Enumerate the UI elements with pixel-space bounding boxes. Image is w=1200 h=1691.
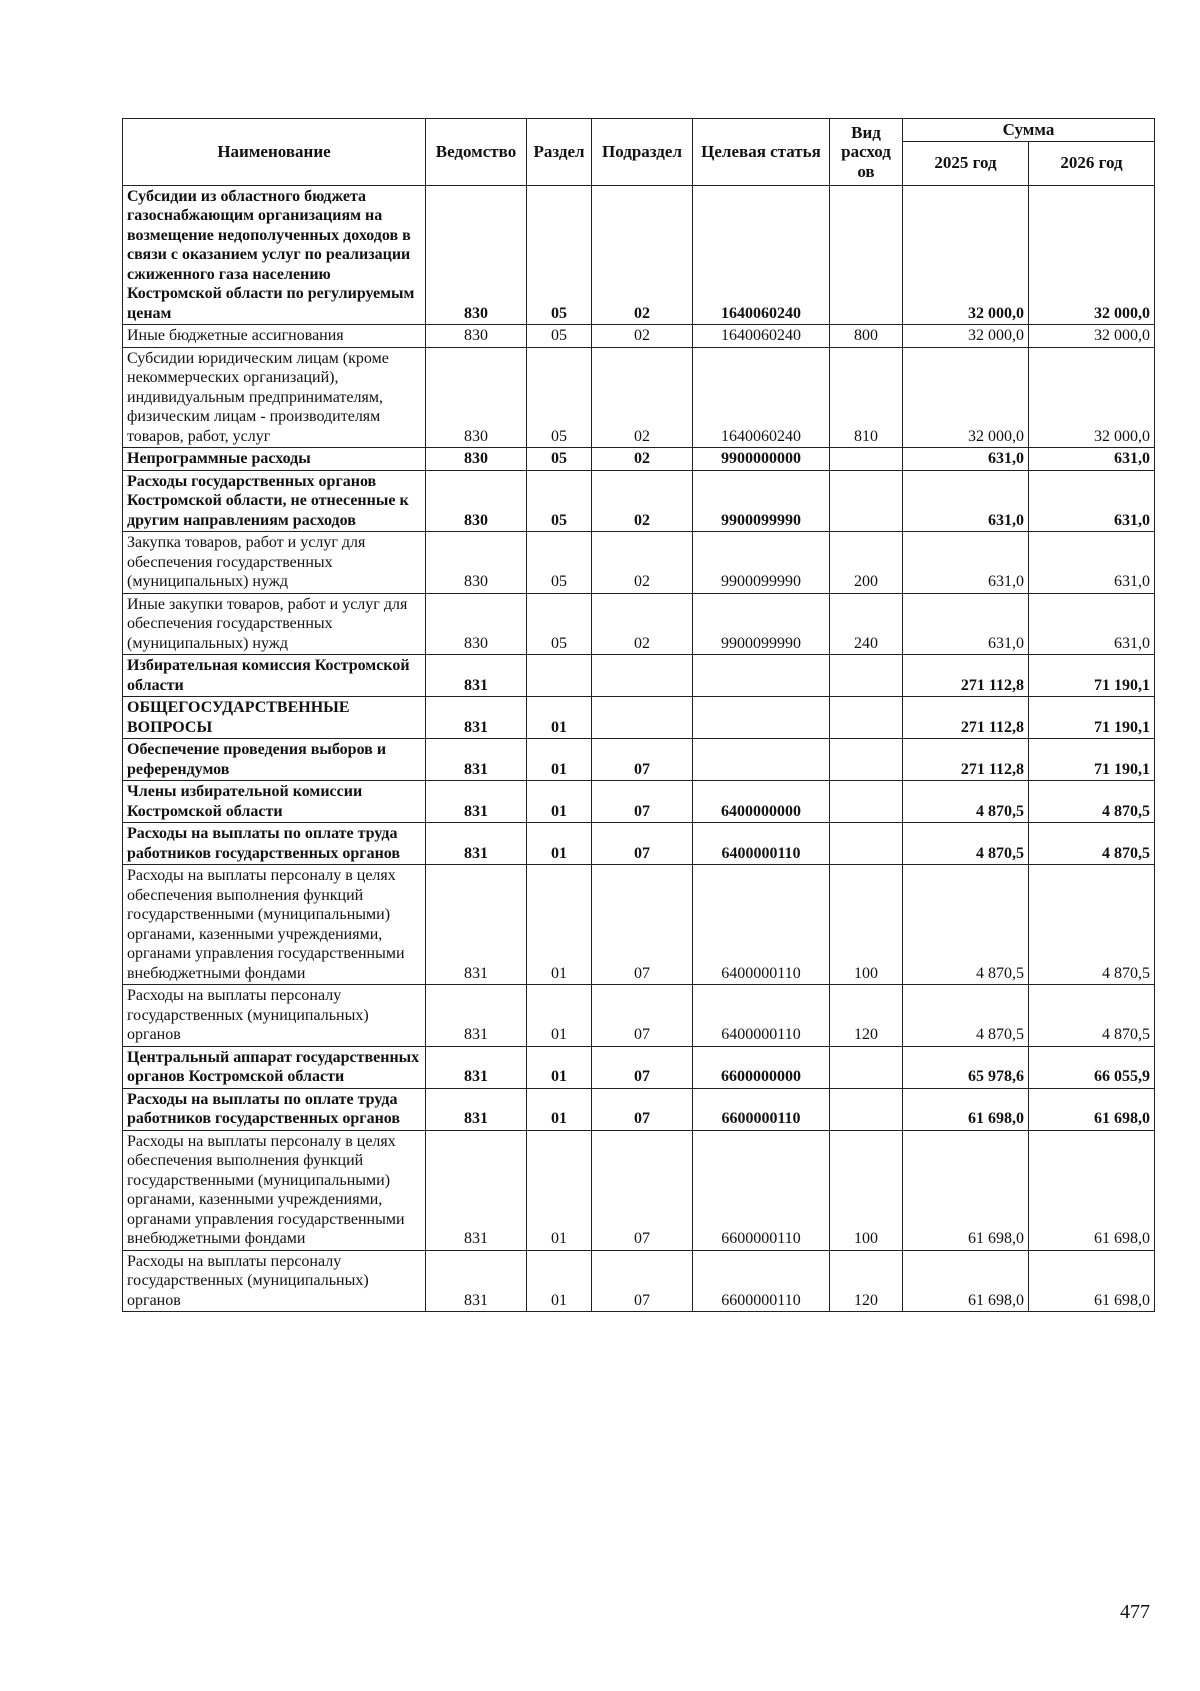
cell-vedomstvo: 831: [426, 1088, 527, 1130]
cell-sum-2025: 61 698,0: [903, 1250, 1029, 1312]
table-row: [123, 1046, 1155, 1088]
cell-podrazdel: 02: [592, 532, 693, 594]
cell-tselevaya-statya: [693, 655, 830, 697]
cell-tselevaya-statya: 6600000110: [693, 1250, 830, 1312]
cell-sum-2025: 631,0: [903, 532, 1029, 594]
cell-vid-rashodov: [830, 470, 903, 532]
header-name: Наименование: [123, 119, 426, 186]
cell-razdel: 01: [527, 739, 592, 781]
cell-podrazdel: 02: [592, 347, 693, 448]
cell-tselevaya-statya: 6400000110: [693, 985, 830, 1047]
cell-vedomstvo: 831: [426, 655, 527, 697]
budget-table-container: [122, 118, 1154, 1312]
cell-sum-2025: 271 112,8: [903, 655, 1029, 697]
cell-sum-2026: 32 000,0: [1029, 347, 1155, 448]
header-tselevaya-statya: Целевая статья: [693, 119, 830, 186]
cell-vid-rashodov: [830, 448, 903, 471]
cell-vid-rashodov: 120: [830, 985, 903, 1047]
cell-sum-2025: 61 698,0: [903, 1088, 1029, 1130]
table-row: [123, 823, 1155, 865]
cell-name: Расходы на выплаты персоналу государственных (муниципальных) органов: [123, 985, 426, 1047]
cell-name: Расходы на выплаты по оплате труда работников государственных органов: [123, 1088, 426, 1130]
cell-vedomstvo: 830: [426, 532, 527, 594]
cell-tselevaya-statya: 9900099990: [693, 593, 830, 655]
cell-name: Субсидии из областного бюджета газоснабжающим организациям на возмещение недополученных доходов в связи с оказанием услуг по реализации сжиженного газа населению Костромской области по регулируемым ценам: [123, 185, 426, 325]
table-row: [123, 781, 1155, 823]
cell-vedomstvo: 830: [426, 593, 527, 655]
cell-sum-2025: 32 000,0: [903, 185, 1029, 325]
cell-sum-2025: 4 870,5: [903, 823, 1029, 865]
cell-name: Избирательная комиссия Костромской области: [123, 655, 426, 697]
cell-razdel: 01: [527, 1046, 592, 1088]
table-row: [123, 185, 1155, 325]
header-vid-line1: Вид: [851, 122, 881, 142]
cell-razdel: [527, 655, 592, 697]
header-vedomstvo: Ведомство: [426, 119, 527, 186]
cell-vedomstvo: 831: [426, 1046, 527, 1088]
cell-name: Субсидии юридическим лицам (кроме некоммерческих организаций), индивидуальным предпринимателям, физическим лицам - производителям товаров, работ, услуг: [123, 347, 426, 448]
cell-sum-2026: 66 055,9: [1029, 1046, 1155, 1088]
cell-tselevaya-statya: 6400000110: [693, 823, 830, 865]
cell-sum-2025: 4 870,5: [903, 781, 1029, 823]
table-body: [123, 185, 1155, 1312]
cell-sum-2026: 631,0: [1029, 448, 1155, 471]
cell-vid-rashodov: 810: [830, 347, 903, 448]
cell-name: Расходы на выплаты персоналу в целях обеспечения выполнения функций государственными (муниципальными) органами, казенными учреждениями, органами управления государственными внебюджетными фондами: [123, 865, 426, 985]
cell-vedomstvo: 830: [426, 347, 527, 448]
cell-vedomstvo: 831: [426, 985, 527, 1047]
cell-razdel: 05: [527, 532, 592, 594]
cell-tselevaya-statya: 1640060240: [693, 347, 830, 448]
cell-podrazdel: 02: [592, 185, 693, 325]
table-header: [123, 119, 1155, 186]
cell-vid-rashodov: 800: [830, 325, 903, 348]
cell-podrazdel: 07: [592, 1130, 693, 1250]
cell-razdel: 05: [527, 470, 592, 532]
header-vid-line2: расход: [841, 142, 891, 161]
cell-podrazdel: 07: [592, 1046, 693, 1088]
cell-razdel: 01: [527, 1088, 592, 1130]
cell-podrazdel: 02: [592, 325, 693, 348]
cell-sum-2025: 32 000,0: [903, 347, 1029, 448]
cell-razdel: 05: [527, 325, 592, 348]
cell-sum-2026: 631,0: [1029, 593, 1155, 655]
cell-tselevaya-statya: 6600000110: [693, 1130, 830, 1250]
table-row: [123, 347, 1155, 448]
cell-sum-2025: 631,0: [903, 593, 1029, 655]
page-number: 477: [1120, 1601, 1150, 1623]
cell-vedomstvo: 831: [426, 1130, 527, 1250]
cell-vid-rashodov: [830, 781, 903, 823]
cell-sum-2026: 61 698,0: [1029, 1088, 1155, 1130]
table-row: [123, 448, 1155, 471]
cell-podrazdel: 07: [592, 985, 693, 1047]
cell-vedomstvo: 830: [426, 325, 527, 348]
cell-tselevaya-statya: 1640060240: [693, 325, 830, 348]
cell-podrazdel: 02: [592, 593, 693, 655]
cell-vid-rashodov: [830, 185, 903, 325]
cell-sum-2026: 4 870,5: [1029, 823, 1155, 865]
cell-sum-2026: 4 870,5: [1029, 985, 1155, 1047]
cell-sum-2025: 271 112,8: [903, 697, 1029, 739]
cell-vid-rashodov: 120: [830, 1250, 903, 1312]
cell-sum-2025: 61 698,0: [903, 1130, 1029, 1250]
cell-vid-rashodov: [830, 1088, 903, 1130]
cell-sum-2025: 65 978,6: [903, 1046, 1029, 1088]
cell-vedomstvo: 831: [426, 865, 527, 985]
cell-tselevaya-statya: 6600000110: [693, 1088, 830, 1130]
header-year-2026: 2026 год: [1029, 141, 1155, 185]
cell-vedomstvo: 831: [426, 823, 527, 865]
table-row: [123, 1250, 1155, 1312]
cell-vid-rashodov: 200: [830, 532, 903, 594]
cell-vedomstvo: 830: [426, 448, 527, 471]
cell-name: Закупка товаров, работ и услуг для обеспечения государственных (муниципальных) нужд: [123, 532, 426, 594]
cell-sum-2025: 32 000,0: [903, 325, 1029, 348]
cell-podrazdel: 07: [592, 739, 693, 781]
cell-sum-2025: 631,0: [903, 448, 1029, 471]
cell-podrazdel: [592, 655, 693, 697]
table-row: [123, 697, 1155, 739]
table-row: [123, 325, 1155, 348]
cell-razdel: 05: [527, 185, 592, 325]
cell-tselevaya-statya: [693, 739, 830, 781]
cell-sum-2025: 271 112,8: [903, 739, 1029, 781]
cell-tselevaya-statya: 6400000110: [693, 865, 830, 985]
cell-vid-rashodov: [830, 739, 903, 781]
table-row: [123, 532, 1155, 594]
cell-tselevaya-statya: 6400000000: [693, 781, 830, 823]
cell-tselevaya-statya: 6600000000: [693, 1046, 830, 1088]
cell-tselevaya-statya: 1640060240: [693, 185, 830, 325]
cell-name: Расходы на выплаты персоналу государственных (муниципальных) органов: [123, 1250, 426, 1312]
cell-name: Расходы государственных органов Костромской области, не отнесенные к другим направлениям расходов: [123, 470, 426, 532]
cell-tselevaya-statya: 9900000000: [693, 448, 830, 471]
budget-table: [122, 118, 1155, 1312]
table-row: [123, 593, 1155, 655]
cell-sum-2026: 631,0: [1029, 470, 1155, 532]
cell-razdel: 05: [527, 448, 592, 471]
cell-sum-2026: 71 190,1: [1029, 655, 1155, 697]
cell-razdel: 01: [527, 1250, 592, 1312]
header-year-2025: 2025 год: [903, 141, 1029, 185]
cell-razdel: 01: [527, 697, 592, 739]
table-row: [123, 865, 1155, 985]
cell-podrazdel: 07: [592, 1088, 693, 1130]
cell-vid-rashodov: [830, 1046, 903, 1088]
table-row: [123, 985, 1155, 1047]
header-vid-rashodov: [830, 119, 903, 186]
cell-vedomstvo: 831: [426, 1250, 527, 1312]
cell-sum-2026: 32 000,0: [1029, 185, 1155, 325]
table-row: [123, 1088, 1155, 1130]
header-summa: Сумма: [903, 119, 1155, 142]
cell-vid-rashodov: [830, 697, 903, 739]
cell-vedomstvo: 831: [426, 697, 527, 739]
cell-vedomstvo: 831: [426, 781, 527, 823]
cell-razdel: 05: [527, 593, 592, 655]
cell-name: Расходы на выплаты персоналу в целях обеспечения выполнения функций государственными (муниципальными) органами, казенными учреждениями, органами управления государственными внебюджетными фондами: [123, 1130, 426, 1250]
cell-name: Центральный аппарат государственных органов Костромской области: [123, 1046, 426, 1088]
table-row: [123, 1130, 1155, 1250]
cell-vedomstvo: 830: [426, 185, 527, 325]
cell-vid-rashodov: 100: [830, 865, 903, 985]
cell-name: Члены избирательной комиссии Костромской области: [123, 781, 426, 823]
cell-name: Иные закупки товаров, работ и услуг для обеспечения государственных (муниципальных) нужд: [123, 593, 426, 655]
header-vid-line3: ов: [857, 161, 875, 181]
cell-razdel: 05: [527, 347, 592, 448]
header-razdel: Раздел: [527, 119, 592, 186]
cell-podrazdel: 02: [592, 470, 693, 532]
table-row: [123, 470, 1155, 532]
cell-podrazdel: 07: [592, 865, 693, 985]
cell-podrazdel: 07: [592, 781, 693, 823]
cell-sum-2026: 4 870,5: [1029, 781, 1155, 823]
cell-name: Расходы на выплаты по оплате труда работников государственных органов: [123, 823, 426, 865]
cell-sum-2025: 631,0: [903, 470, 1029, 532]
cell-razdel: 01: [527, 781, 592, 823]
cell-podrazdel: [592, 697, 693, 739]
cell-vid-rashodov: [830, 655, 903, 697]
cell-razdel: 01: [527, 1130, 592, 1250]
cell-sum-2025: 4 870,5: [903, 985, 1029, 1047]
table-row: [123, 655, 1155, 697]
cell-name: Непрограммные расходы: [123, 448, 426, 471]
cell-tselevaya-statya: 9900099990: [693, 470, 830, 532]
cell-sum-2026: 61 698,0: [1029, 1130, 1155, 1250]
cell-sum-2026: 32 000,0: [1029, 325, 1155, 348]
cell-sum-2026: 71 190,1: [1029, 697, 1155, 739]
cell-vid-rashodov: 240: [830, 593, 903, 655]
cell-sum-2026: 4 870,5: [1029, 865, 1155, 985]
cell-vedomstvo: 830: [426, 470, 527, 532]
cell-tselevaya-statya: 9900099990: [693, 532, 830, 594]
table-row: [123, 739, 1155, 781]
cell-name: Иные бюджетные ассигнования: [123, 325, 426, 348]
cell-podrazdel: 07: [592, 823, 693, 865]
cell-tselevaya-statya: [693, 697, 830, 739]
cell-sum-2026: 71 190,1: [1029, 739, 1155, 781]
cell-sum-2026: 631,0: [1029, 532, 1155, 594]
header-podrazdel: Подраздел: [592, 119, 693, 186]
cell-name: ОБЩЕГОСУДАРСТВЕННЫЕ ВОПРОСЫ: [123, 697, 426, 739]
cell-sum-2026: 61 698,0: [1029, 1250, 1155, 1312]
cell-podrazdel: 02: [592, 448, 693, 471]
cell-podrazdel: 07: [592, 1250, 693, 1312]
cell-vid-rashodov: 100: [830, 1130, 903, 1250]
cell-vedomstvo: 831: [426, 739, 527, 781]
cell-vid-rashodov: [830, 823, 903, 865]
cell-razdel: 01: [527, 985, 592, 1047]
cell-sum-2025: 4 870,5: [903, 865, 1029, 985]
cell-razdel: 01: [527, 823, 592, 865]
cell-name: Обеспечение проведения выборов и референдумов: [123, 739, 426, 781]
cell-razdel: 01: [527, 865, 592, 985]
